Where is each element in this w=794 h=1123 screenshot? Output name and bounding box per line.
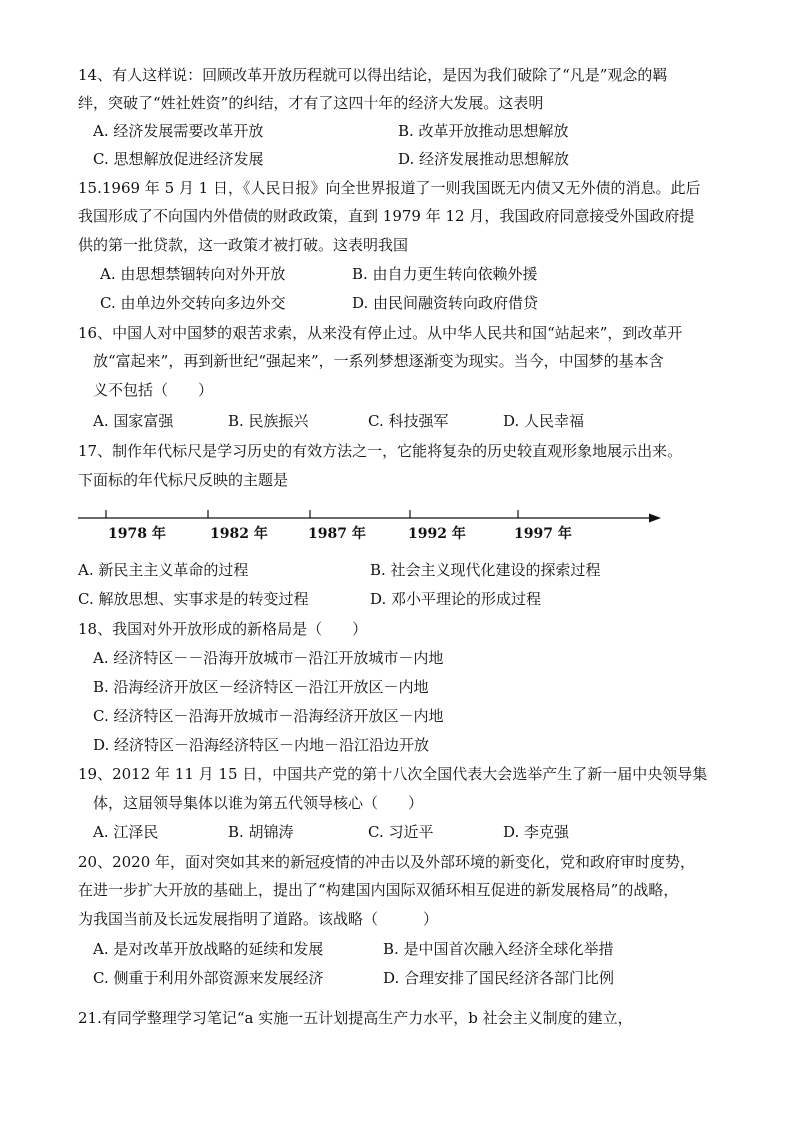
q16-stem: 放“富起来”，再到新世纪“强起来”，一系列梦想逐渐变为现实。当今，中国梦的基本含 [93, 352, 664, 370]
timeline-label: 1978 年 [108, 526, 166, 542]
q15-option-b: B. 由自力更生转向依赖外援 [352, 265, 538, 283]
q14-stem: 绊，突破了“姓社姓资”的纠结，才有了这四十年的经济大发展。这表明 [78, 94, 544, 112]
q15-stem: 供的第一批贷款，这一政策才被打破。这表明我国 [78, 236, 409, 254]
q20-option-a: A. 是对改革开放战略的延续和发展 [93, 940, 324, 958]
timeline-label: 1992 年 [408, 526, 466, 542]
q20-option-b: B. 是中国首次融入经济全球化举措 [383, 940, 614, 958]
q18-stem: 18、我国对外开放形成的新格局是（ ） [78, 620, 368, 638]
q19-option-d: D. 李克强 [503, 823, 570, 841]
q14-option-a: A. 经济发展需要改革开放 [93, 122, 264, 140]
q14-stem: 14、有人这样说：回顾改革开放历程就可以得出结论，是因为我们破除了“凡是”观念的羁 [78, 66, 668, 84]
q20-stem: 20、2020 年，面对突如其来的新冠疫情的冲击以及外部环境的新变化，党和政府审时度势， [78, 853, 696, 871]
q16-option-b: B. 民族振兴 [228, 412, 309, 430]
q19-stem: 体，这届领导集体以谁为第五代领导核心（ ） [93, 794, 424, 812]
q19-stem: 19、2012 年 11 月 15 日，中国共产党的第十八次全国代表大会选举产生了新一届中央领导集 [78, 765, 708, 783]
q16-stem: 16、中国人对中国梦的艰苦求索，从来没有停止过。从中华人民共和国“站起来”，到改革开 [78, 324, 683, 342]
q18-option-d: D. 经济特区－沿海经济特区－内地－沿江沿边开放 [93, 736, 430, 754]
q17-option-b: B. 社会主义现代化建设的探索过程 [370, 561, 601, 579]
q19-option-c: C. 习近平 [368, 823, 434, 841]
q20-option-c: C. 侧重于利用外部资源来发展经济 [93, 969, 324, 987]
q18-option-b: B. 沿海经济开放区－经济特区－沿江开放区－内地 [93, 678, 429, 696]
q20-option-d: D. 合理安排了国民经济各部门比例 [383, 969, 615, 987]
q14-option-c: C. 思想解放促进经济发展 [93, 150, 264, 168]
q17-stem: 下面标的年代标尺反映的主题是 [78, 471, 289, 489]
q15-stem: 15.1969 年 5 月 1 日，《人民日报》向全世界报道了一则我国既无内债又无外债的消息。此后 [78, 179, 701, 197]
timeline-arrow-icon [649, 514, 661, 523]
q18-option-a: A. 经济特区－－沿海开放城市－沿江开放城市－内地 [93, 649, 444, 667]
q15-option-c: C. 由单边外交转向多边外交 [100, 294, 286, 312]
q15-stem: 我国形成了不向国内外借债的财政政策，直到 1979 年 12 月，我国政府同意接受外国政府提 [78, 207, 695, 225]
q19-option-a: A. 江泽民 [93, 823, 159, 841]
q17-option-a: A. 新民主主义革命的过程 [78, 561, 249, 579]
q15-option-d: D. 由民间融资转向政府借贷 [352, 294, 539, 312]
q21-stem: 21.有同学整理学习笔记“a 实施一五计划提高生产力水平，b 社会主义制度的建立， [78, 1009, 633, 1027]
q20-stem: 在进一步扩大开放的基础上，提出了“构建国内国际双循环相互促进的新发展格局”的战略， [78, 881, 679, 899]
q14-option-b: B. 改革开放推动思想解放 [398, 122, 569, 140]
q14-option-d: D. 经济发展推动思想解放 [398, 150, 570, 168]
timeline-label: 1987 年 [308, 526, 366, 542]
q20-stem: 为我国当前及长远发展指明了道路。该战略（ ） [78, 910, 439, 928]
q18-option-c: C. 经济特区－沿海开放城市－沿海经济开放区－内地 [93, 707, 444, 725]
q16-option-c: C. 科技强军 [368, 412, 449, 430]
timeline-ruler [78, 500, 668, 550]
q16-option-d: D. 人民幸福 [503, 412, 585, 430]
q16-option-a: A. 国家富强 [93, 412, 174, 430]
q17-stem: 17、制作年代标尺是学习历史的有效方法之一，它能将复杂的历史较直观形象地展示出来。 [78, 442, 683, 460]
timeline-label: 1997 年 [514, 526, 572, 542]
q17-option-d: D. 邓小平理论的形成过程 [370, 590, 542, 608]
q19-option-b: B. 胡锦涛 [228, 823, 294, 841]
q16-stem: 义不包括（ ） [93, 381, 214, 399]
q17-option-c: C. 解放思想、实事求是的转变过程 [78, 590, 309, 608]
timeline-label: 1982 年 [210, 526, 268, 542]
q15-option-a: A. 由思想禁锢转向对外开放 [100, 265, 286, 283]
